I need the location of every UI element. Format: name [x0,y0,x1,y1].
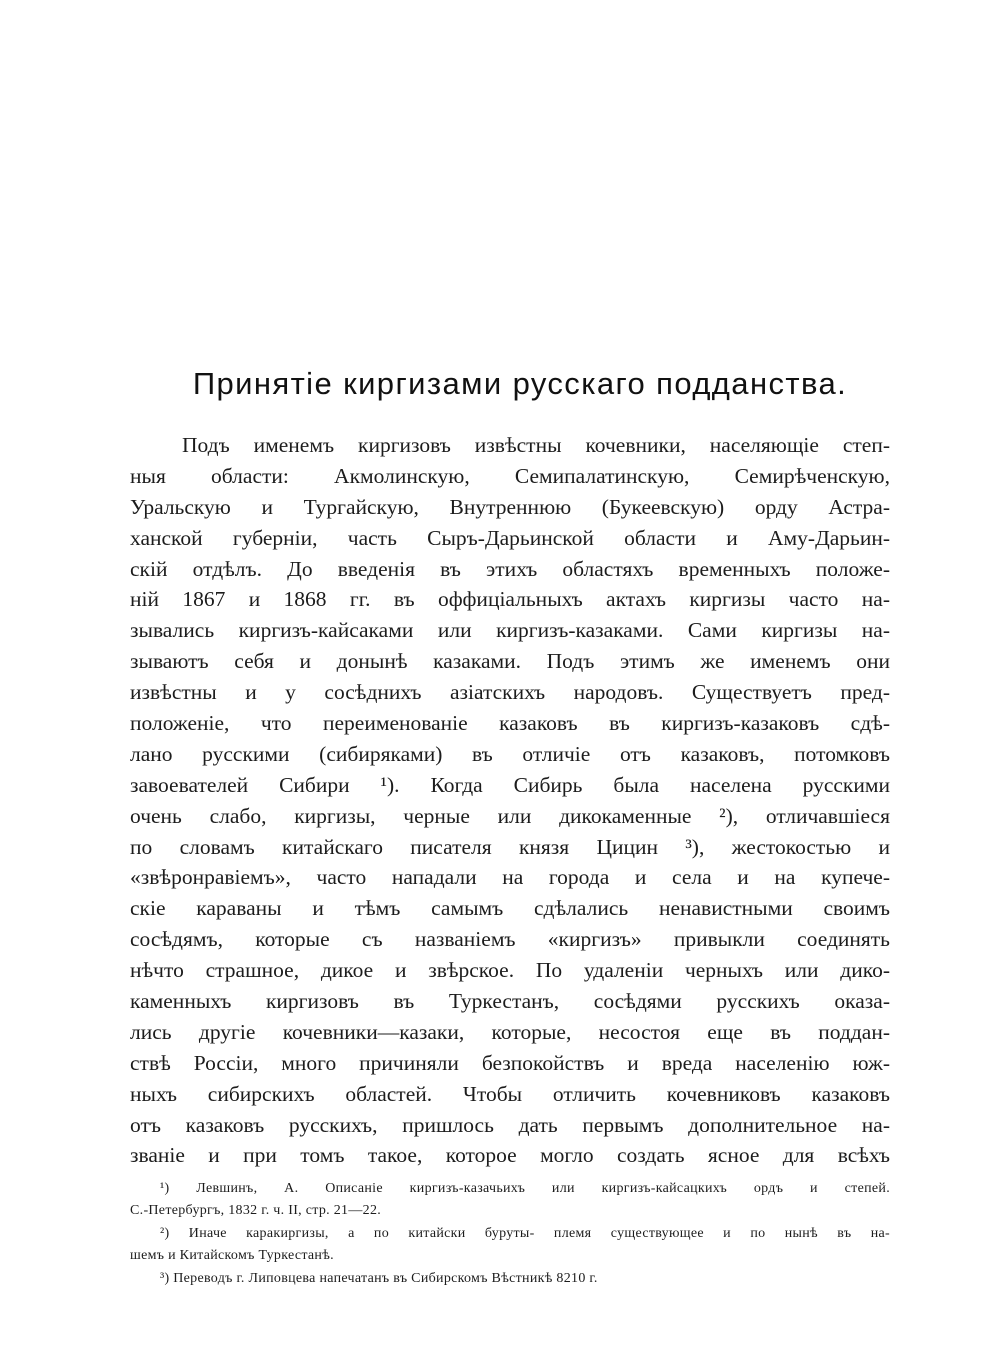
text-line: каменныхъ киргизовъ въ Туркестанъ, сосѣдями русскихъ оказа- [130,989,890,1014]
text-line: скій отдѣлъ. До введенія въ этихъ областяхъ временныхъ положе- [130,556,890,581]
text-line: званіе и при томъ такое, которое могло создать ясное для всѣхъ [130,1143,890,1168]
text-line: ханской губерніи, часть Сыръ-Дарьинской области и Аму-Дарьин- [130,525,890,550]
text-line: положеніе, что переименованіе казаковъ въ киргизъ-казаковъ сдѣ- [130,711,890,736]
body-paragraph [130,430,890,1171]
text-line: извѣстны и у сосѣднихъ азіатскихъ народовъ. Существуетъ пред- [130,680,890,705]
footnotes [130,1178,890,1290]
text-line: «звѣронравіемъ», часто нападали на города и села и на купече- [130,865,890,890]
text-line: зываютъ себя и донынѣ казаками. Подъ этимъ же именемъ они [130,649,890,674]
text-line: лись другіе кочевники—казаки, которые, несостоя еще въ поддан- [130,1019,890,1044]
footnote-2-line: шемъ и Китайскомъ Туркестанѣ. [130,1248,334,1264]
text-line: отъ казаковъ русскихъ, пришлось дать первымъ дополнительное на- [130,1112,890,1137]
page-title: Принятіе киргизами русскаго подданства. [192,366,848,401]
text-line: лано русскими (сибиряками) въ отличіе отъ казаковъ, потомковъ [130,741,890,766]
text-line: Уральскую и Тургайскую, Внутреннюю (Букеевскую) орду Астра- [130,494,890,519]
footnote-2-line: ²) Иначе каракиргизы, а по китайски буруты- племя существующее и по нынѣ въ на- [160,1225,890,1241]
text-line: очень слабо, киргизы, черные или дикокаменные ²), отличавшіеся [130,803,890,828]
text-line: ствѣ Россіи, много причиняли безпокойствъ и вреда населенію юж- [130,1050,890,1075]
footnote-1-line: С.-Петербургъ, 1832 г. ч. II, стр. 21—22. [130,1203,382,1219]
footnote-1-line: ¹) Левшинъ, А. Описаніе киргизъ-казачьихъ или киргизъ-кайсацкихъ ордъ и степей. [160,1181,890,1196]
text-line: ныхъ сибирскихъ областей. Чтобы отличить кочевниковъ казаковъ [130,1081,890,1106]
text-line: завоевателей Сибири ¹). Когда Сибирь была населена русскими [130,772,890,797]
text-line: сосѣдямъ, которые съ названіемъ «киргизъ» привыкли соединять [130,927,890,952]
text-line: Подъ именемъ киргизовъ извѣстны кочевники, населяющіе степ- [182,433,890,457]
text-line: по словамъ китайскаго писателя князя Цицин ³), жестокостью и [130,834,890,859]
text-line: нѣчто страшное, дикое и звѣрское. По удаленіи черныхъ или дико- [130,958,890,983]
footnote-3-line: ³) Переводъ г. Липовцева напечатанъ въ Сибирскомъ Вѣстникѣ 8210 г. [160,1270,598,1286]
text-line: зывались киргизъ-кайсаками или киргизъ-казаками. Сами киргизы на- [130,618,890,643]
text-line: ній 1867 и 1868 гг. въ оффиціальныхъ актахъ киргизы часто на- [130,587,890,612]
text-line: скіе караваны и тѣмъ самымъ сдѣлались ненавистными своимъ [130,896,890,921]
text-line: ныя области: Акмолинскую, Семипалатинскую, Семирѣченскую, [130,463,890,488]
